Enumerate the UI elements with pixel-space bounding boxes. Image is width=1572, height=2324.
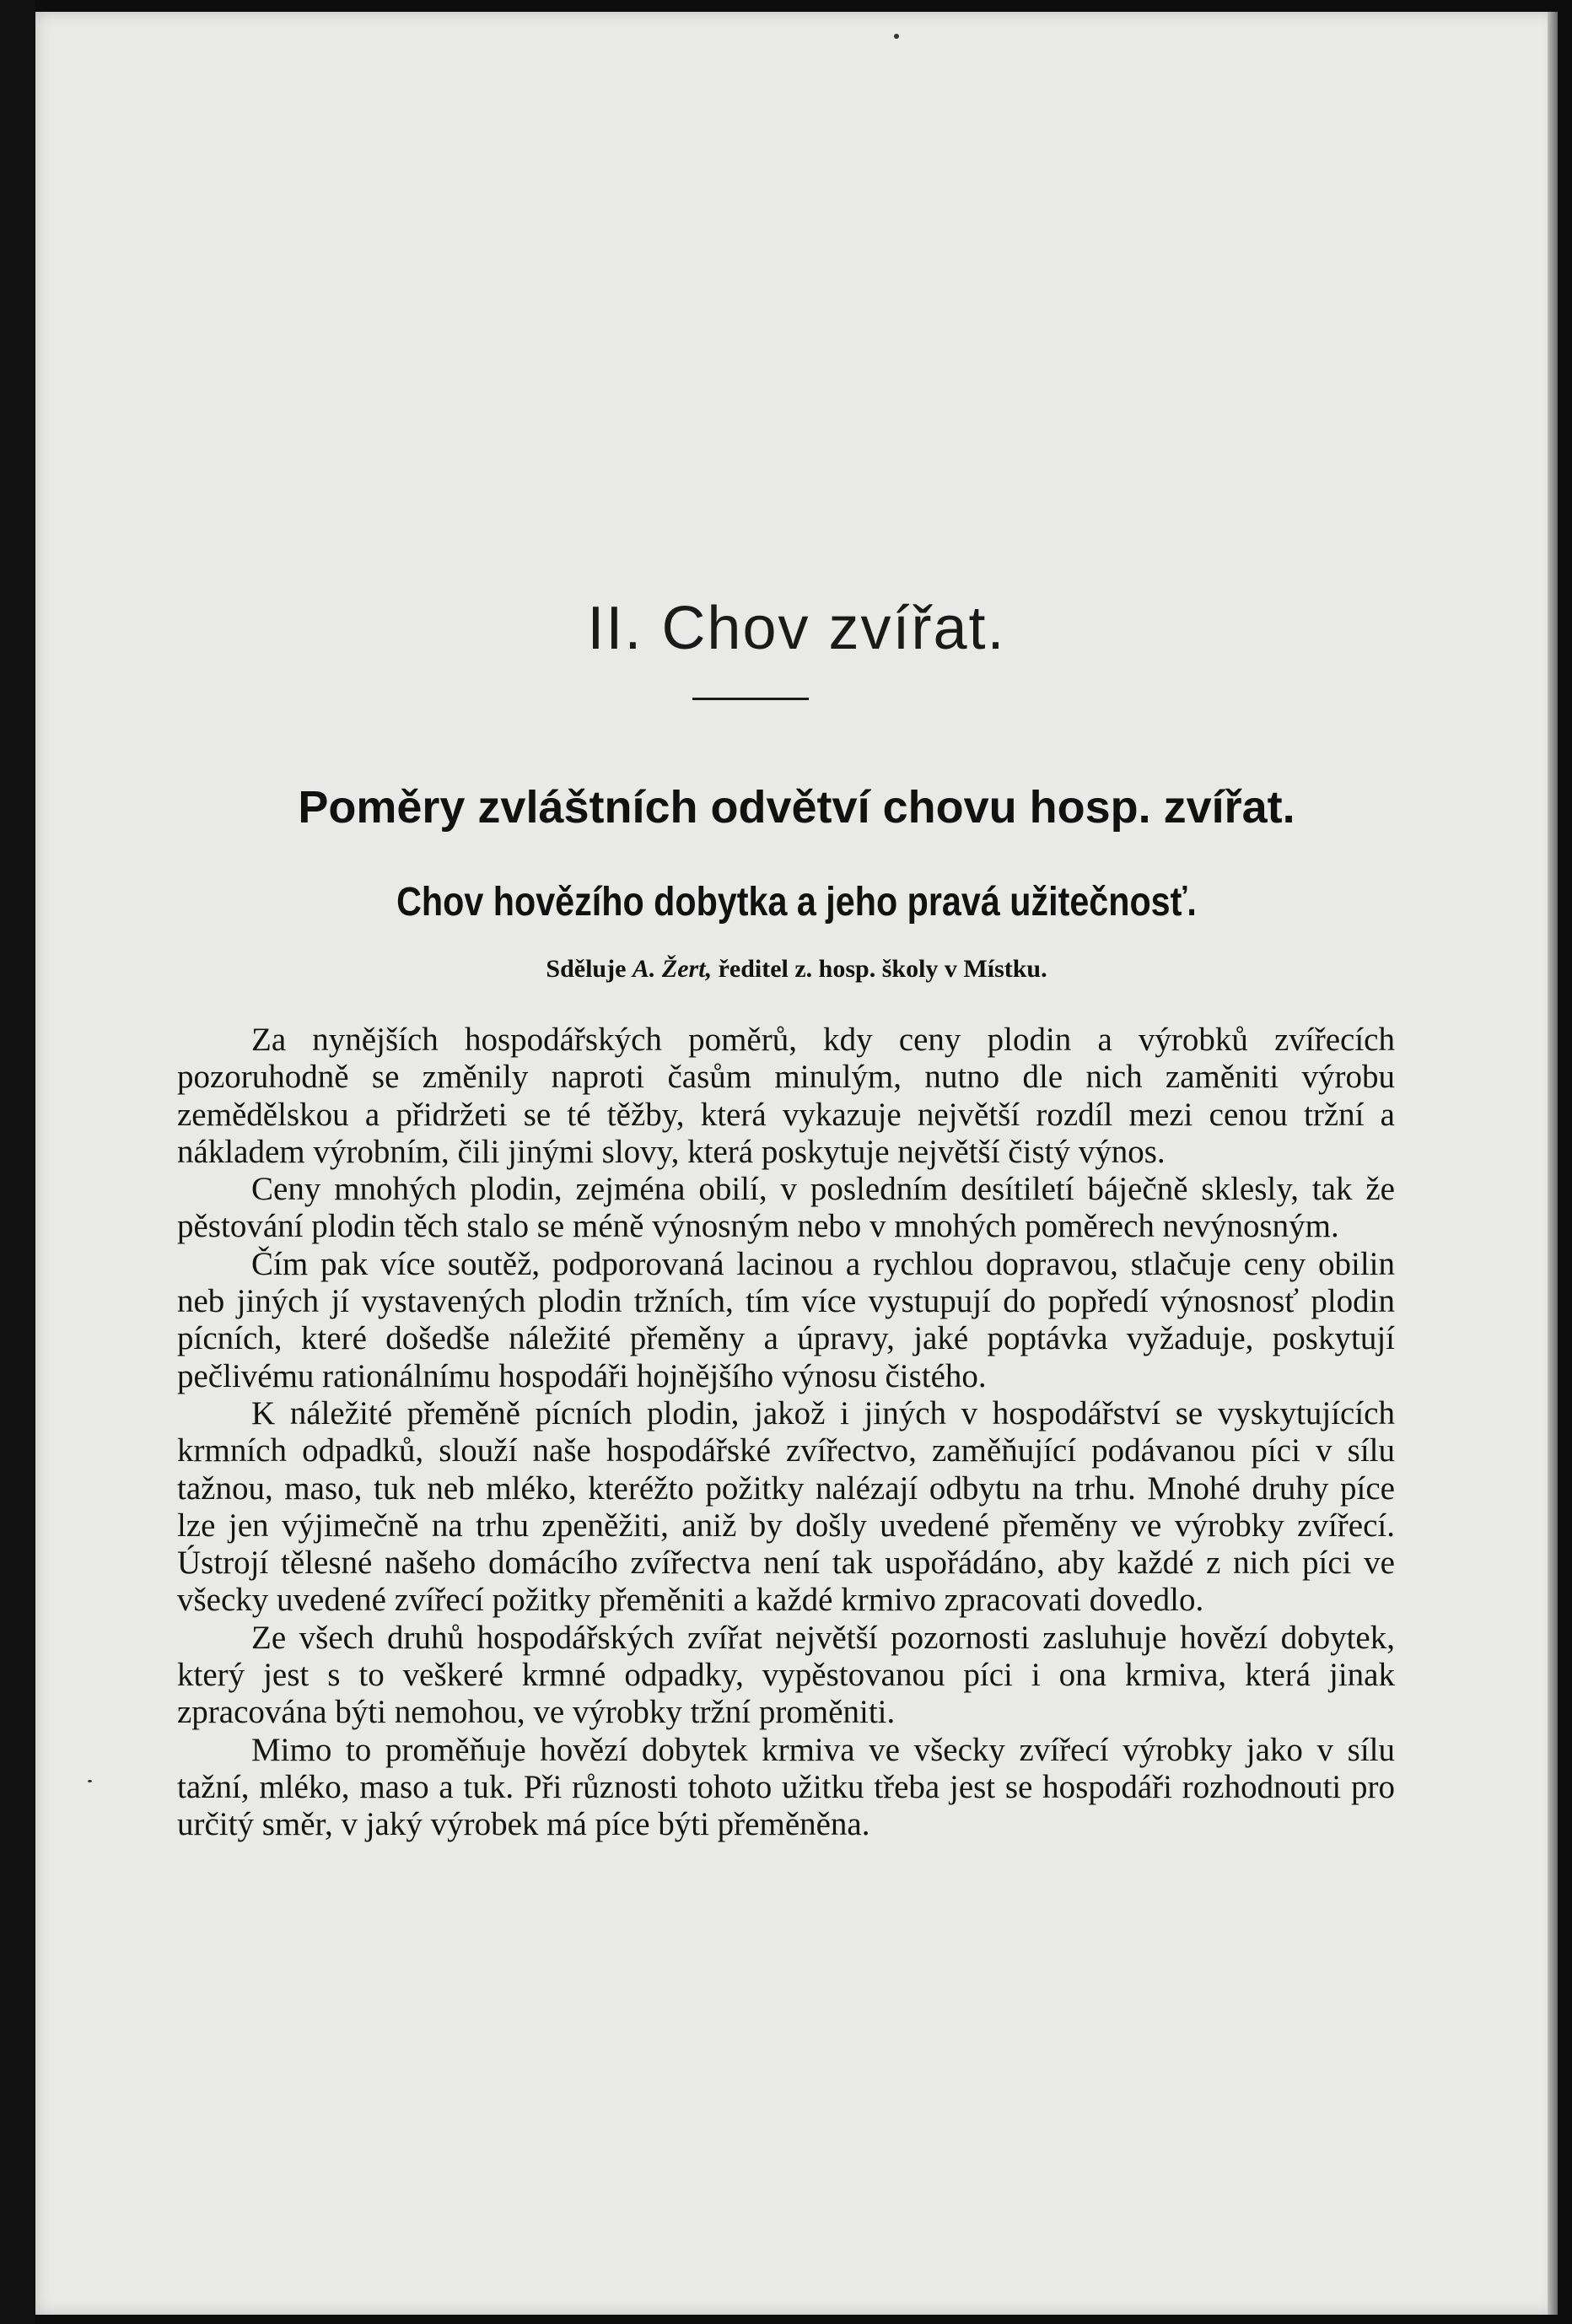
article-body — [177, 1022, 1395, 1844]
paragraph: Ze všech druhů hospodářských zvířat největší pozornosti zasluhuje hovězí dobytek, který jest s to veškeré krmné odpadky, vypěstovanou píci i ona krmiva, která jinak zpracována býti nemohou, ve výrobky tržní proměniti. — [177, 1619, 1395, 1731]
chapter-heading: II. Chov zvířat. — [587, 595, 1006, 662]
author-byline — [35, 955, 1558, 984]
scan-border-left — [0, 0, 35, 2324]
speck-mark — [894, 34, 899, 39]
speck-mark — [88, 1780, 92, 1782]
byline-author: A. Žert, — [632, 955, 713, 983]
byline-prefix: Sděluje — [546, 955, 633, 983]
section-title: Poměry zvláštních odvětví chovu hosp. zvířat. — [298, 782, 1295, 833]
paragraph: Za nynějších hospodářských poměrů, kdy ceny plodin a výrobků zvířecích pozoruhodně se změnily naproti časům minulým, nutno dle nich zaměniti výrobu zemědělskou a přidržeti se té těžby, která vykazuje největší rozdíl mezi cenou tržní a nákladem výrobním, čili jinými slovy, která poskytuje největší čistý výnos. — [177, 1022, 1395, 1170]
document-page — [35, 12, 1558, 2315]
paragraph: K náležité přeměně pícních plodin, jakož i jiných v hospodářství se vyskytujících krmních odpadků, slouží naše hospodářské zvířectvo, zaměňující podávanou píci v sílu tažnou, maso, tuk neb mléko, kteréžto požitky nalézají odbytu na trhu. Mnohé druhy píce lze jen výjimečně na trhu zpeněžiti, aniž by došly uvedené přeměny ve výrobky zvířecí. Ústrojí tělesné našeho domácího zvířectva není tak uspořádáno, aby každé z nich píci ve všecky uvedené zvířecí požitky přeměniti a každé krmivo zpracovati dovedlo. — [177, 1394, 1395, 1619]
article-subtitle: Chov hovězího dobytka a jeho pravá užitečnosť. — [396, 880, 1197, 925]
paragraph: Čím pak více soutěž, podporovaná lacinou a rychlou dopravou, stlačuje ceny obilin neb jiných jí vystavených plodin tržních, tím více vystupují do popředí výnosnosť plodin pícních, které došedše náležité přeměny a úpravy, jaké poptávka vyžaduje, poskytují pečlivému rationálnímu hospodáři hojnějšího výnosu čistého. — [177, 1245, 1395, 1394]
heading-rule — [692, 698, 809, 700]
paragraph: Ceny mnohých plodin, zejména obilí, v posledním desítiletí báječně sklesly, tak že pěstování plodin těch stalo se méně výnosným nebo v mnohých poměrech nevýnosným. — [177, 1171, 1395, 1245]
byline-suffix: ředitel z. hosp. školy v Místku. — [712, 955, 1047, 983]
page-edge-shadow — [1548, 12, 1558, 2315]
paragraph: Mimo to proměňuje hovězí dobytek krmiva ve všecky zvířecí výrobky jako v sílu tažní, mléko, maso a tuk. Při různosti tohoto užitku třeba jest se hospodáři rozhodnouti pro určitý směr, v jaký výrobek má píce býti přeměněna. — [177, 1731, 1395, 1843]
